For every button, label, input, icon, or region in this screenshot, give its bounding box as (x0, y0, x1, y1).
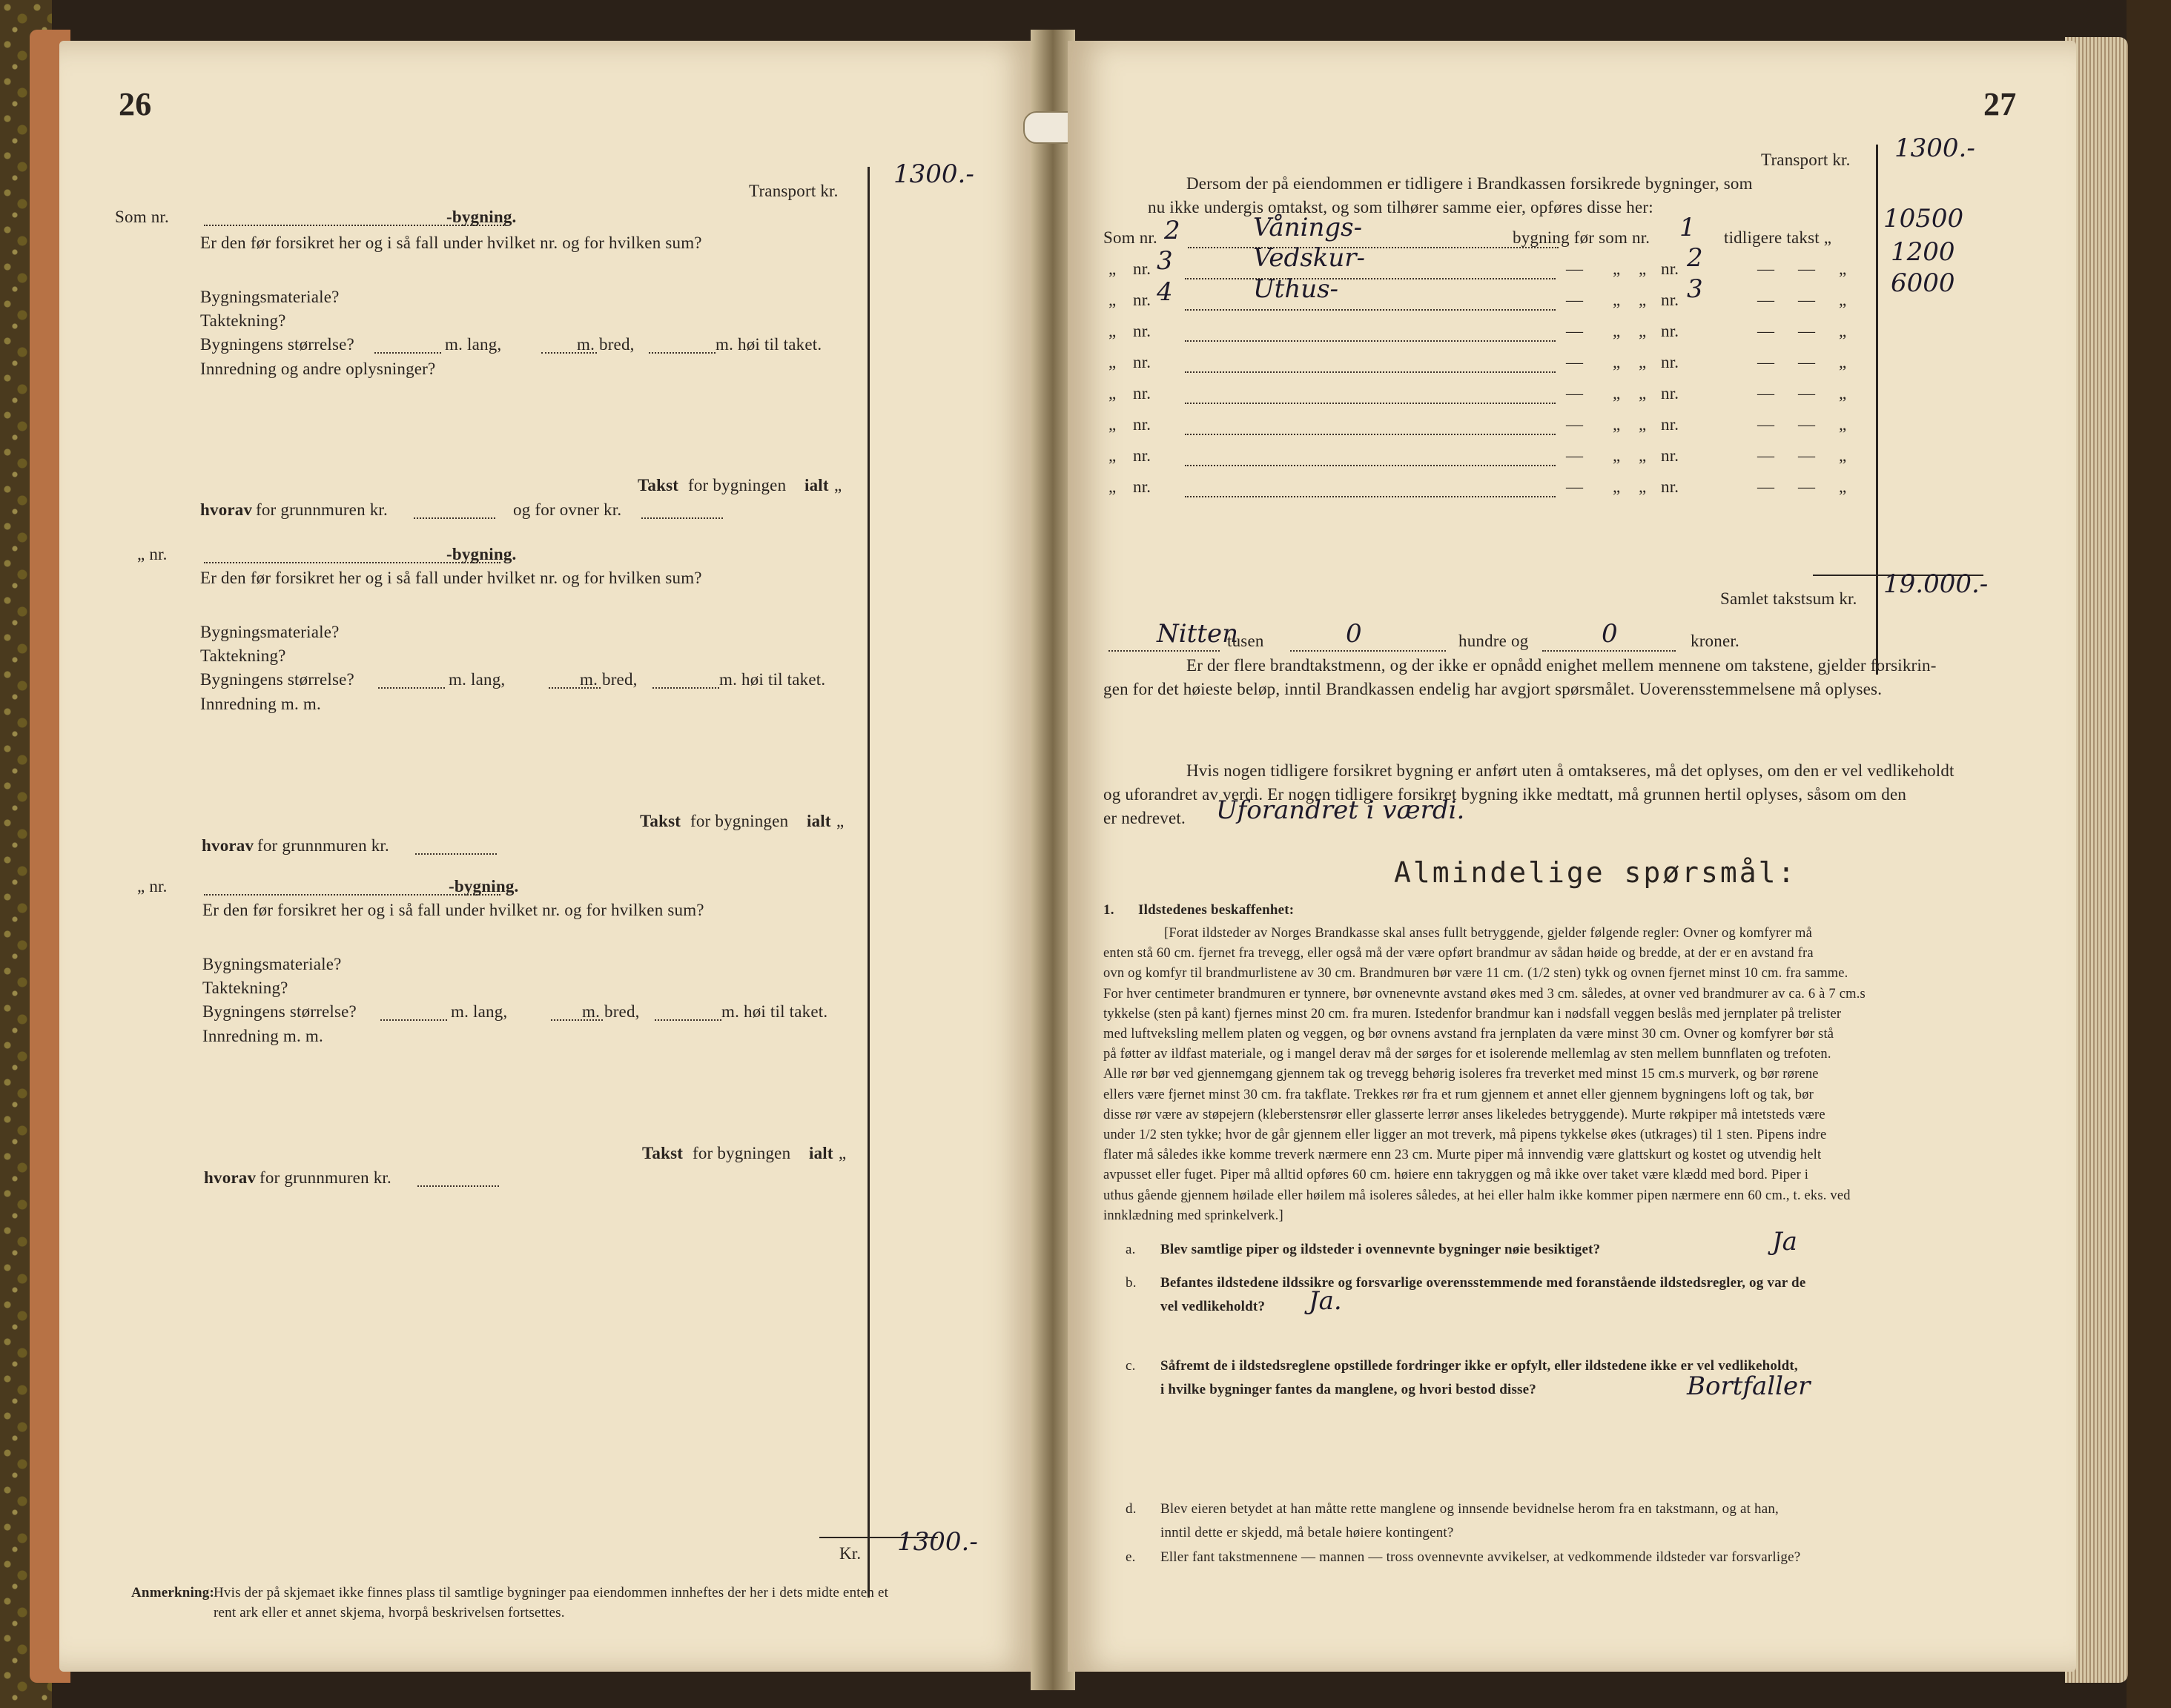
row-name-field[interactable] (1185, 309, 1556, 311)
para2-line3: er nedrevet. (1103, 809, 1186, 827)
kr-value: 1300.- (897, 1527, 978, 1557)
row-dash: — (1566, 477, 1584, 496)
length-unit: m. lang, (445, 335, 502, 354)
row-ditto-mark: „ (1613, 322, 1621, 340)
section-prefix: „ nr. (137, 545, 168, 563)
ovner-field[interactable] (641, 517, 723, 519)
hvorav-label: hvorav (202, 836, 254, 855)
row-ditto-mark: „ (1839, 322, 1847, 340)
grunnmur-label: for grunnmuren kr. (257, 836, 389, 855)
qa-text: Blev samtlige piper og ildsteder i ovennevnte bygninger nøie besiktiget? (1160, 1242, 1601, 1257)
regulation-line: ellers være fjernet minst 30 cm. fra takflate. Trekkes rør fra et rum gjennem et annet eller gjennem bygningens loft og tak, bør (1103, 1087, 1814, 1102)
row-name-field[interactable] (1188, 247, 1559, 248)
section-prefix: Som nr. (115, 208, 169, 226)
row-nr: 2 (1164, 216, 1180, 245)
transport-value: 1300.- (1894, 133, 1975, 163)
row-dash: — (1798, 446, 1816, 465)
row-prior-label: bygning før som nr. (1513, 228, 1650, 247)
takst-ditto: „ (834, 476, 842, 494)
height-unit: m. høi til taket. (716, 335, 822, 354)
row-prior-takst-label: tidligere takst „ (1724, 228, 1832, 247)
row-dash: — (1757, 353, 1775, 371)
amount-column-rule (868, 167, 870, 1598)
roof-label: Taktekning? (200, 311, 286, 330)
row-dash: — (1798, 291, 1816, 309)
row-ditto-mark: „ (1613, 415, 1621, 434)
row-ditto-mark: „ (1639, 322, 1647, 340)
row-dash: — (1757, 259, 1775, 278)
regulation-line: på føtter av ildfast materiale, og i mangel derav må der sørges for et isolerende mellemlag av sten mellem bunnflaten og trefoten. (1103, 1047, 1831, 1062)
row-dash: — (1757, 446, 1775, 465)
row-prior-nr-label: nr. (1661, 322, 1679, 340)
row-ditto-mark: „ (1108, 291, 1117, 309)
size-label: Bygningens størrelse? (202, 1002, 357, 1021)
length-field[interactable] (378, 687, 445, 689)
row-prior-nr: 2 (1687, 243, 1703, 273)
row-ditto-mark: „ (1839, 353, 1847, 371)
row-name-field[interactable] (1185, 371, 1556, 373)
tusen-label: tusen (1227, 632, 1264, 650)
row-dash: — (1798, 477, 1816, 496)
thousands-field[interactable] (1108, 650, 1220, 652)
para1-line1: Er der flere brandtakstmenn, og der ikke er opnådd enighet mellem mennene om takstene, gjelder forsikrin- (1186, 656, 1937, 675)
row-ditto-mark: „ (1839, 259, 1847, 278)
row-dash: — (1566, 446, 1584, 465)
qe-text: Eller fant takstmennene — mannen — tross ovennevnte avvikelser, at vedkommende ildsteder var forsvarlige? (1160, 1549, 1801, 1565)
width-unit: m. bred, (580, 670, 638, 689)
row-ditto-mark: „ (1108, 259, 1117, 278)
row-dash: — (1757, 322, 1775, 340)
regulation-line: enten stå 60 cm. fjernet fra trevegg, eller også må der være opført brandmur av sådan høide og bredde, at der er en avstand fra (1103, 946, 1814, 961)
row-dash: — (1757, 477, 1775, 496)
row-ditto-mark: „ (1639, 353, 1647, 371)
roof-label: Taktekning? (200, 646, 286, 665)
row-dash: — (1566, 291, 1584, 309)
row-name-field[interactable] (1185, 403, 1556, 404)
takst-for: for bygningen (690, 812, 789, 830)
regulation-line: tykkelse (sten på kant) fjernes minst 20 cm. fra muren. Istedenfor brandmur kan i nødsfall veggen beslås med jernplater på trelister (1103, 1006, 1842, 1022)
row-ditto-mark: „ (1839, 291, 1847, 309)
row-nr-label: nr. (1133, 259, 1151, 278)
row-dash: — (1798, 259, 1816, 278)
samlet-label: Samlet takstsum kr. (1720, 589, 1857, 608)
row-ditto-mark: „ (1108, 415, 1117, 434)
section-suffix: -bygning. (446, 208, 517, 226)
row-name-field[interactable] (1185, 496, 1556, 497)
length-unit: m. lang, (451, 1002, 508, 1021)
hundreds-field[interactable] (1290, 650, 1446, 652)
takst-ialt: ialt (807, 812, 831, 830)
qb-label: b. (1126, 1275, 1137, 1291)
row-takst: 10500 (1883, 204, 1964, 234)
ovner-label: og for ovner kr. (513, 500, 622, 519)
row-dash: — (1757, 291, 1775, 309)
row-ditto-mark: „ (1613, 446, 1621, 465)
row-ditto-mark: „ (1839, 446, 1847, 465)
row-dash: — (1566, 353, 1584, 371)
para1-line2: gen for det høieste beløp, inntil Brandkassen endelig har avgjort spørsmålet. Uoverensstemmelsene må oplyses. (1103, 680, 1883, 698)
width-unit: m. bred, (577, 335, 635, 354)
insured-question: Er den før forsikret her og i så fall under hvilket nr. og for hvilken sum? (200, 569, 702, 587)
section-suffix: -bygning. (449, 877, 519, 896)
qa-answer: Ja (1772, 1227, 1797, 1257)
row-dash: — (1798, 322, 1816, 340)
regulation-line: avpusset eller fuget. Piper må alltid opføres 60 cm. høiere enn takryggen og må ikke over taket være klædd med bord. Piper i (1103, 1168, 1809, 1183)
row-name: Vedskur- (1253, 243, 1366, 273)
row-name-field[interactable] (1185, 434, 1556, 435)
qe-label: e. (1126, 1549, 1136, 1565)
insured-question: Er den før forsikret her og i så fall under hvilket nr. og for hvilken sum? (202, 901, 704, 919)
regulation-line: disse rør være av støpejern (kleberstensrør eller glasserte lerrør anses likeledes betryggende). Murte røkpiper må intetsteds være (1103, 1107, 1825, 1122)
row-dash: — (1566, 259, 1584, 278)
row-prior-nr-label: nr. (1661, 415, 1679, 434)
row-ditto-mark: „ (1639, 446, 1647, 465)
height-field[interactable] (652, 687, 719, 689)
row-takst: 6000 (1891, 268, 1955, 298)
regulation-line: med luftveksling mellem platen og veggen, og bør ovnens avstand fra jernplaten da være minst 30 cm. Ovner og komfyrer bør stå (1103, 1027, 1834, 1042)
row-nr-label: nr. (1133, 353, 1151, 371)
row-dash: — (1757, 415, 1775, 434)
insured-question: Er den før forsikret her og i så fall under hvilket nr. og for hvilken sum? (200, 234, 702, 252)
transport-label: Transport kr. (1761, 150, 1851, 169)
qc-text2: i hvilke bygninger fantes da manglene, og hvori bestod disse? (1160, 1382, 1536, 1397)
q1-label: 1. (1103, 902, 1114, 918)
regulation-line: under 1/2 sten tykke; hvor de går gjennem eller ligger an mot treverk, må pipens tykkelse økes (utkrages) til 1 sten. Pipens indre (1103, 1128, 1827, 1142)
para2-line2: og uforandret av verdi. Er nogen tidligere forsikret bygning ikke medtatt, må grunnen hertil oplyses, såsom om den (1103, 785, 1907, 804)
grunnmur-field[interactable] (415, 853, 497, 855)
grunnmur-field[interactable] (417, 1185, 499, 1187)
regulation-line: flater må således ikke komme treverk nærmere enn 23 cm. Murte piper må innvendig være glattskurt og kostet og utvendig helt (1103, 1148, 1822, 1163)
qb-answer: Ja. (1309, 1286, 1342, 1316)
section-suffix: -bygning. (446, 545, 517, 563)
q1-title: Ildstedenes beskaffenhet: (1138, 902, 1295, 918)
takst-label: Takst (642, 1144, 684, 1162)
row-ditto-mark: „ (1639, 415, 1647, 434)
hvorav-label: hvorav (200, 500, 253, 519)
regulation-line: ovn og komfyr til brandmurlistene av 30 cm. Brandmuren bør være 11 cm. (1/2 sten) tykk og ovnen fjernet minst 10 cm. fra samme. (1103, 966, 1848, 982)
interior-label: Innredning m. m. (200, 695, 321, 713)
general-questions-heading: Almindelige spørsmål: (1394, 856, 1797, 889)
qb-text1: Befantes ildstedene ildssikre og forsvarlige overensstemmende med foranstående ildstedsregler, og var de (1160, 1275, 1806, 1291)
row-prior-nr-label: nr. (1661, 353, 1679, 371)
length-field[interactable] (374, 352, 441, 354)
row-takst: 1200 (1891, 237, 1955, 267)
takst-label: Takst (638, 476, 679, 494)
row-dash: — (1798, 415, 1816, 434)
length-unit: m. lang, (449, 670, 506, 689)
qd-label: d. (1126, 1501, 1137, 1517)
row-ditto-mark: „ (1639, 259, 1647, 278)
row-name-field[interactable] (1185, 278, 1556, 279)
note-line-2: rent ark eller et annet skjema, hvorpå beskrivelsen fortsettes. (214, 1605, 565, 1621)
row-prior-nr-label: nr. (1661, 446, 1679, 465)
thousands-words: Nitten (1157, 619, 1238, 649)
row-nr-label: nr. (1133, 384, 1151, 403)
note-label: Anmerkning: (131, 1585, 214, 1601)
material-label: Bygningsmateriale? (200, 288, 340, 306)
qd-text2: inntil dette er skjedd, må betale høiere kontingent? (1160, 1525, 1454, 1540)
row-name-field[interactable] (1185, 465, 1556, 466)
height-field[interactable] (655, 1019, 721, 1021)
row-dash: — (1566, 415, 1584, 434)
row-ditto-mark: „ (1613, 477, 1621, 496)
row-ditto-mark: „ (1613, 353, 1621, 371)
para2-answer: Uforandret i værdi. (1216, 795, 1465, 825)
material-label: Bygningsmateriale? (202, 955, 342, 973)
row-ditto-mark: „ (1108, 446, 1117, 465)
right-page (1068, 41, 2076, 1672)
height-unit: m. høi til taket. (721, 1002, 828, 1021)
material-label: Bygningsmateriale? (200, 623, 340, 641)
row-dash: — (1798, 353, 1816, 371)
takst-ditto: „ (836, 812, 845, 830)
qd-text1: Blev eieren betydet at han måtte rette manglene og innsende bevidnelse herom fra en takstmann, og at han, (1160, 1501, 1780, 1517)
samlet-value: 19.000.- (1883, 569, 1989, 599)
row-dash: — (1798, 384, 1816, 403)
height-field[interactable] (649, 352, 716, 354)
row-prior-nr-label: nr. (1661, 291, 1679, 309)
rest-words: 0 (1602, 619, 1618, 649)
transport-label: Transport kr. (749, 182, 839, 200)
row-ditto-mark: „ (1839, 384, 1847, 403)
rest-field[interactable] (1542, 650, 1676, 652)
hundreds-words: 0 (1346, 619, 1362, 649)
width-unit: m. bred, (582, 1002, 640, 1021)
row-ditto-mark: „ (1108, 353, 1117, 371)
row-prior-nr-label: nr. (1661, 477, 1679, 496)
row-ditto-mark: „ (1613, 259, 1621, 278)
qc-answer: Bortfaller (1687, 1371, 1811, 1401)
interior-label: Innredning m. m. (202, 1027, 323, 1045)
row-dash: — (1566, 322, 1584, 340)
regulation-line: innklædning med sprinkelverk.] (1103, 1208, 1283, 1223)
para2-line1: Hvis nogen tidligere forsikret bygning er anført uten å omtakseres, må det oplyses, om den er vel vedlikeholdt (1186, 761, 1954, 780)
grunnmur-label: for grunnmuren kr. (260, 1168, 391, 1187)
size-label: Bygningens størrelse? (200, 670, 354, 689)
grunnmur-label: for grunnmuren kr. (256, 500, 388, 519)
transport-value: 1300.- (893, 159, 974, 189)
row-ditto-mark: „ (1839, 477, 1847, 496)
takst-label: Takst (640, 812, 681, 830)
amount-column-rule (1876, 145, 1878, 675)
page-number-right: 27 (1983, 86, 2017, 122)
row-nr-label: nr. (1133, 446, 1151, 465)
takst-for: for bygningen (693, 1144, 791, 1162)
takst-ialt: ialt (809, 1144, 833, 1162)
regulation-line: Alle rør bør ved gjennemgang gjennem tak og trevegg behørig isoleres fra treverket med minst 15 cm.s murverk, og bør rørene (1103, 1067, 1819, 1082)
row-prior-nr: 3 (1687, 274, 1703, 304)
row-nr-label: nr. (1133, 477, 1151, 496)
length-field[interactable] (380, 1019, 447, 1021)
section-prefix: „ nr. (137, 877, 168, 896)
size-label: Bygningens størrelse? (200, 335, 354, 354)
hundre-label: hundre og (1458, 632, 1529, 650)
regulation-line: For hver centimeter brandmuren er tynnere, bør ovnenevnte avstand økes med 3 cm. således, at ovner ved brandmurer av ca. 6 à 7 cm.s (1103, 986, 1866, 1002)
interior-label: Innredning og andre oplysninger? (200, 360, 436, 378)
grunnmur-field[interactable] (414, 517, 495, 519)
left-page (59, 41, 1038, 1672)
row-nr-label: nr. (1133, 415, 1151, 434)
cover-right (2127, 0, 2171, 1708)
row-ditto-mark: „ (1639, 384, 1647, 403)
row-nr-label: nr. (1133, 291, 1151, 309)
regulation-line: [Forat ildsteder av Norges Brandkasse skal anses fullt betryggende, gjelder følgende regler: Ovner og komfyrer må (1164, 926, 1813, 941)
row-nr: 4 (1157, 277, 1173, 307)
height-unit: m. høi til taket. (719, 670, 826, 689)
page-number-left: 26 (119, 86, 152, 122)
row-prior-nr-label: nr. (1661, 384, 1679, 403)
row-ditto-mark: „ (1108, 477, 1117, 496)
row-ditto-mark: „ (1108, 384, 1117, 403)
row-dash: — (1757, 384, 1775, 403)
row-nr-label: nr. (1133, 322, 1151, 340)
row-dash: — (1566, 384, 1584, 403)
row-prior-nr-label: nr. (1661, 259, 1679, 278)
row-name-field[interactable] (1185, 340, 1556, 342)
takst-ditto: „ (839, 1144, 847, 1162)
qb-text2: vel vedlikeholdt? (1160, 1299, 1266, 1314)
takst-ialt: ialt (804, 476, 829, 494)
row-ditto-mark: „ (1108, 322, 1117, 340)
takst-for: for bygningen (688, 476, 787, 494)
row-ditto-mark: „ (1613, 291, 1621, 309)
kroner-label: kroner. (1691, 632, 1739, 650)
row-nr: 3 (1157, 246, 1173, 276)
row-ditto-mark: „ (1613, 384, 1621, 403)
qc-text1: Såfremt de i ildstedsreglene opstillede fordringer ikke er opfylt, eller ildstedene ikke er vel vedlikeholdt, (1160, 1358, 1798, 1374)
note-line-1: Hvis der på skjemaet ikke finnes plass til samtlige bygninger paa eiendommen innheftes der her i dets midte enten et (214, 1585, 889, 1601)
hvorav-label: hvorav (204, 1168, 257, 1187)
row-ditto-mark: „ (1839, 415, 1847, 434)
kr-label: Kr. (839, 1544, 862, 1563)
row-nr-label: Som nr. (1103, 228, 1157, 247)
qa-label: a. (1126, 1242, 1136, 1257)
intro-line-2: nu ikke undergis omtakst, og som tilhører samme eier, opføres disse her: (1148, 198, 1653, 216)
row-name: Vånings- (1253, 213, 1363, 242)
row-prior-nr: 1 (1679, 213, 1696, 242)
row-name: Uthus- (1253, 274, 1339, 304)
roof-label: Taktekning? (202, 979, 288, 997)
regulation-line: uthus gående gjennem høilade eller høilem må isoleres således, at hei eller halm ikke kommer pipen nærmere enn 60 cm., t. eks. ved (1103, 1188, 1851, 1203)
qc-label: c. (1126, 1358, 1136, 1374)
row-ditto-mark: „ (1639, 477, 1647, 496)
row-ditto-mark: „ (1639, 291, 1647, 309)
intro-line-1: Dersom der på eiendommen er tidligere i Brandkassen forsikrede bygninger, som (1186, 174, 1753, 193)
